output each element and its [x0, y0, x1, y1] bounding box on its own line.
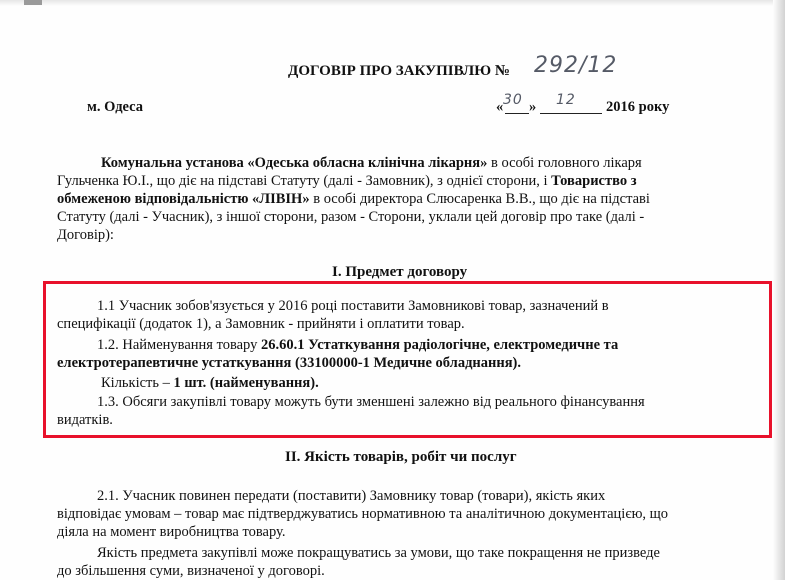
section-2-heading: ІІ. Якість товарів, робіт чи послуг — [285, 449, 517, 465]
preamble-line-1 — [101, 154, 642, 172]
preamble-line-2-text: Гульченка Ю.І., що діє на підставі Статуту (далі - Замовник), з однієї сторони, і — [57, 173, 552, 189]
clause-1-1-line-2: специфікації (додаток 1), а Замовник - прийняти і оплатити товар. — [57, 316, 465, 332]
scan-edge-top — [0, 0, 785, 6]
clause-1-3-line-2: видатків. — [57, 412, 113, 428]
preamble-line-5: Договір): — [57, 227, 114, 243]
clause-1-1-line-1: 1.1 Учасник зобов'язується у 2016 році поставити Замовникові товар, зазначений в — [97, 298, 609, 314]
preamble-line-3-rest: в особі директора Слюсаренка В.В., що діє на підставі — [309, 191, 650, 207]
clause-2-1-line-1: 2.1. Учасник повинен передати (поставити) Замовнику товар (товари), якість яких — [97, 488, 606, 504]
date-day-handwritten: 30 — [503, 92, 523, 108]
preamble-line-2 — [57, 172, 637, 190]
document-title: ДОГОВІР ПРО ЗАКУПІВЛЮ № — [288, 63, 510, 79]
date-close-quote: » — [529, 99, 537, 115]
customer-name: Комунальна установа «Одеська обласна клінічна лікарня» — [101, 155, 488, 171]
section-1-heading: І. Предмет договору — [332, 264, 468, 280]
product-name-part-2: електротерапевтичне устаткування (33100000-1 Медичне обладнання). — [57, 355, 522, 371]
preamble-line-4: Статуту (далі - Учасник), з іншої сторони, разом - Сторони, уклали цей договір про таке (далі - — [57, 209, 645, 225]
date-month-underline — [540, 113, 602, 114]
quantity-value: 1 шт. (найменування). — [173, 375, 319, 391]
preamble-line-1-rest: в особі головного лікаря — [487, 155, 642, 171]
date-day-underline — [505, 113, 529, 114]
clause-1-3-line-1: 1.3. Обсяги закупівлі товару можуть бути зменшені залежно від реального фінансування — [97, 394, 645, 410]
date-year: 2016 року — [606, 99, 670, 115]
scan-edge-right — [773, 0, 785, 580]
clause-1-2-prefix: 1.2. Найменування товару — [97, 337, 261, 353]
date-open-quote: « — [496, 99, 504, 115]
city: м. Одеса — [87, 99, 144, 115]
date-month-handwritten: 12 — [556, 92, 576, 108]
quantity-line — [101, 374, 319, 392]
scan-mark — [24, 0, 42, 5]
clause-1-2-line-1 — [97, 336, 618, 354]
supplier-name-start: Товариство з — [551, 173, 637, 189]
contract-number-handwritten: 292/12 — [534, 53, 618, 78]
preamble-line-3 — [57, 190, 650, 208]
clause-2-2-line-2: до збільшення суми, визначеної у договорі. — [57, 563, 325, 579]
clause-2-1-line-2: відповідає умовам – товар має підтверджуватись нормативною та аналітичною документацією, що — [57, 506, 669, 522]
clause-2-2-line-1: Якість предмета закупівлі може покращуватись за умови, що таке покращення не призведе — [97, 545, 660, 561]
product-name-part-1: 26.60.1 Устаткування радіологічне, електромедичне та — [261, 337, 619, 353]
supplier-name-end: обмеженою відповідальністю «ЛІВІН» — [57, 191, 310, 207]
quantity-label: Кількість – — [101, 375, 174, 391]
clause-2-1-line-3: діяла на момент виробництва товару. — [57, 524, 286, 540]
